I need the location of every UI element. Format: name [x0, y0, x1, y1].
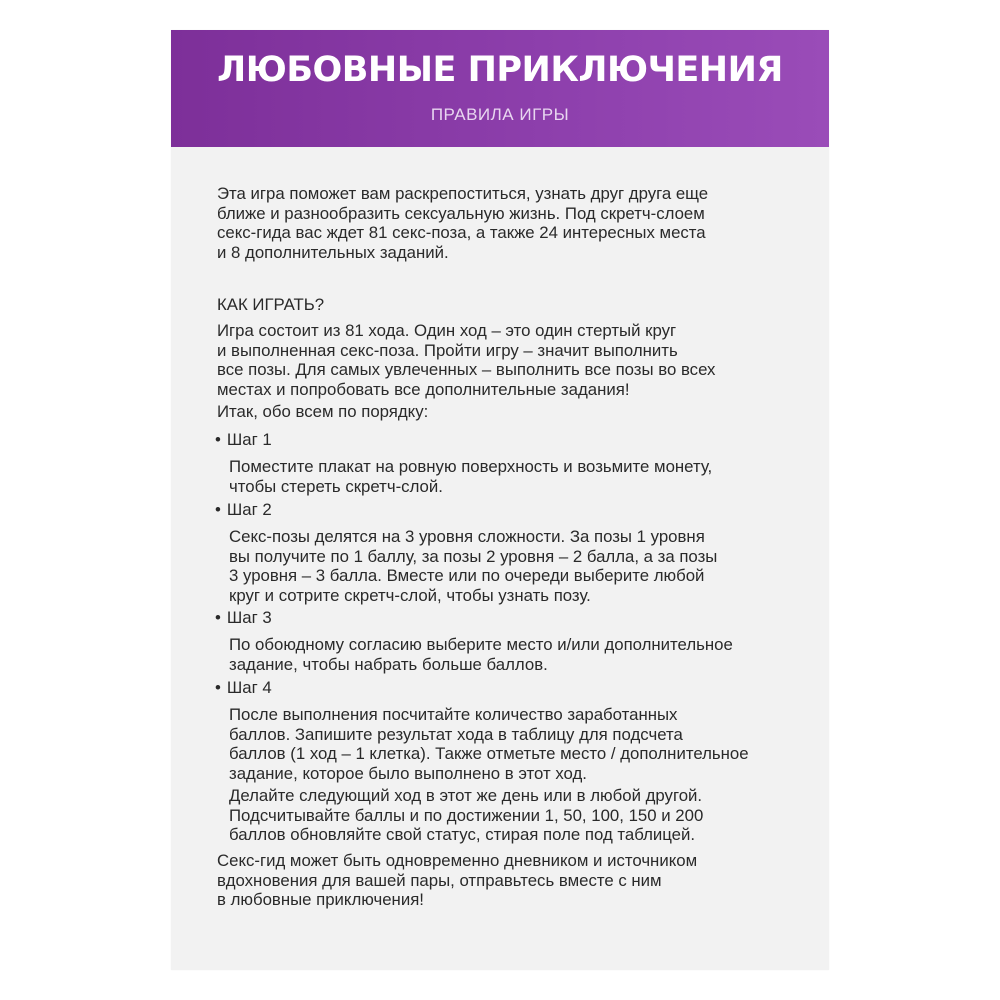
step-4-text: После выполнения посчитайте количество заработанных баллов. Запишите результат хода в таблицу для подсчета баллов (1 ход – 1 клетка). Также отметьте место / дополнительное задание, которое было выполнено в этот ход.	[229, 705, 749, 783]
step-2-text: Секс-позы делятся на 3 уровня сложности. За позы 1 уровня вы получите по 1 баллу, за позы 2 уровня – 2 балла, а за позы 3 уровня – 3 балла. Вместе или по очереди выберите любой круг и сотрите скретч-слой, чтобы узнать позу.	[229, 527, 718, 605]
step-1-text: Поместите плакат на ровную поверхность и возьмите монету, чтобы стереть скретч-слой.	[229, 457, 713, 496]
intro-paragraph: Эта игра поможет вам раскрепоститься, узнать друг друга еще ближе и разнообразить сексуальную жизнь. Под скретч-слоем секс-гида вас ждет 81 секс-поза, а также 24 интересных места и 8 дополнительных заданий.	[217, 184, 709, 262]
page-title: ЛЮБОВНЫЕ ПРИКЛЮЧЕНИЯ	[217, 50, 783, 90]
how-to-play-text: Игра состоит из 81 хода. Один ход – это один стертый круг и выполненная секс-поза. Пройти игру – значит выполнить все позы. Для самых увлеченных – выполнить все позы во всех местах и попробовать все дополнительные задания!	[217, 321, 716, 399]
step-label-text: Шаг 2	[226, 500, 272, 519]
step-3-text: По обоюдному согласию выберите место и/или дополнительное задание, чтобы набрать больше баллов.	[229, 635, 733, 674]
step-label-text: Шаг 1	[226, 430, 272, 449]
step-4-text-continued: Делайте следующий ход в этот же день или в любой другой. Подсчитывайте баллы и по достижении 1, 50, 100, 150 и 200 баллов обновляйте свой статус, стирая поле под таблицей.	[229, 786, 704, 844]
step-1-label	[215, 430, 272, 450]
step-2-label	[215, 500, 272, 520]
header-banner	[171, 30, 829, 147]
how-to-play-heading: КАК ИГРАТЬ?	[217, 295, 325, 314]
page-subtitle: ПРАВИЛА ИГРЫ	[430, 105, 570, 124]
step-4-label	[215, 678, 272, 698]
how-to-play-lead: Итак, обо всем по порядку:	[217, 402, 429, 421]
step-3-label	[215, 608, 272, 628]
step-label-text: Шаг 4	[226, 678, 272, 697]
outro-paragraph: Секс-гид может быть одновременно дневником и источником вдохновения для вашей пары, отправьтесь вместе с ним в любовные приключения!	[217, 851, 698, 909]
bullet-icon: •	[215, 430, 221, 449]
rules-card	[171, 30, 829, 970]
bullet-icon: •	[215, 500, 221, 519]
bullet-icon: •	[215, 678, 221, 697]
step-label-text: Шаг 3	[226, 608, 272, 627]
bullet-icon: •	[215, 608, 221, 627]
